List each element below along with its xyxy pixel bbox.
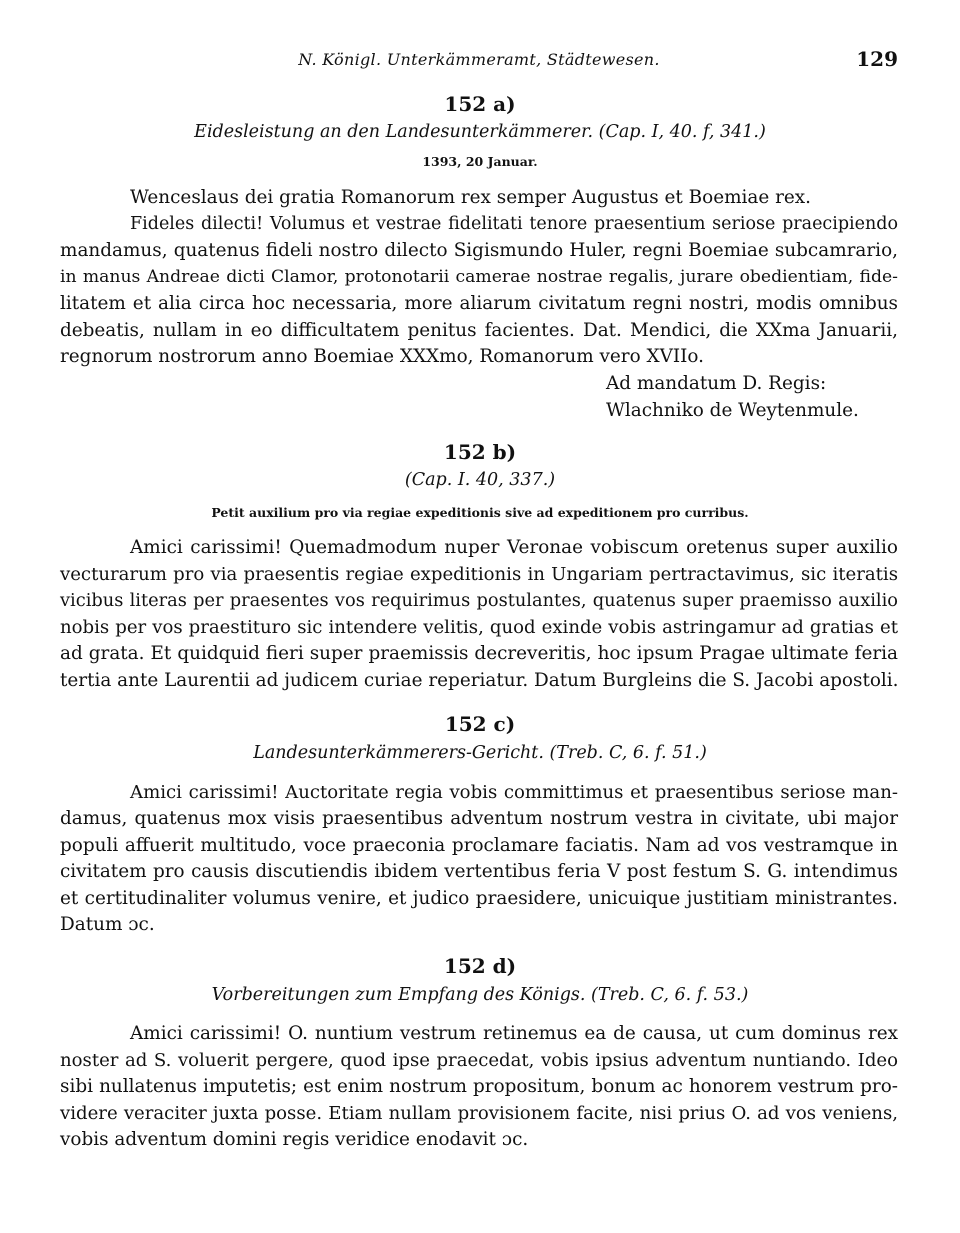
section-subtitle-152c: Landesunterkämmerers-Gericht. (Treb. C, 6. f. 51.) xyxy=(253,743,707,763)
text-line: ad grata. Et quidquid fieri super praemissis decreveritis, hoc ipsum Pragae ultimate feria xyxy=(60,643,898,664)
text-line: debeatis, nullam in eo difficultatem penitus facientes. Dat. Mendici, die XXma Januarii, xyxy=(60,320,898,341)
text-line: noster ad S. voluerit pergere, quod ipse praecedat, vobis ipsius adventum nuntiando. Ideo xyxy=(60,1050,898,1071)
text-line: vecturarum pro via praesentis regiae expeditionis in Ungariam pertractavimus, sic iteratis xyxy=(60,564,898,585)
section-subtitle-152a: Eidesleistung an den Landesunterkämmerer. (Cap. I, 40. f, 341.) xyxy=(194,122,766,142)
text-line: civitatem pro causis discutiendis ibidem vertentibus feria V post festum S. G. intendimus xyxy=(60,861,898,882)
text-line: litatem et alia circa hoc necessaria, more aliarum civitatum regni nostri, modis omnibus xyxy=(60,293,898,314)
section-heading-152a: 152 a) xyxy=(444,92,516,116)
text-line: mandamus, quatenus fideli nostro dilecto Sigismundo Huler, regni Boemiae subcamrario, xyxy=(60,240,898,261)
document-rubric-152b: Petit auxilium pro via regiae expeditionis sive ad expeditionem pro curribus. xyxy=(211,505,749,520)
text-line: Wenceslaus dei gratia Romanorum rex semper Augustus et Boemiae rex. xyxy=(130,187,812,208)
section-heading-152b: 152 b) xyxy=(443,440,517,464)
document-date-152a: 1393, 20 Januar. xyxy=(422,154,538,169)
text-line: Amici carissimi! Quemadmodum nuper Veronae vobiscum oretenus super auxilio xyxy=(130,537,898,558)
text-line: tertia ante Laurentii ad judicem curiae reperiatur. Datum Burgleins die S. Jacobi apostoli. xyxy=(60,670,899,691)
text-line: videre veraciter juxta posse. Etiam nullam provisionem facite, nisi prius O. ad vos veniens, xyxy=(60,1103,898,1124)
running-title: N. Königl. Unterkämmeramt, Städtewesen. xyxy=(298,50,660,69)
page-number: 129 xyxy=(856,47,898,71)
text-line: Amici carissimi! O. nuntium vestrum retinemus ea de causa, ut cum dominus rex xyxy=(130,1023,898,1044)
section-subtitle-152d: Vorbereitungen zum Empfang des Königs. (Treb. C, 6. f. 53.) xyxy=(211,985,749,1005)
text-line: regnorum nostrorum anno Boemiae XXXmo, Romanorum vero XVIIo. xyxy=(60,346,704,367)
text-line: in manus Andreae dicti Clamor, protonotarii camerae nostrae regalis, jurare obedientiam, fide- xyxy=(60,267,898,287)
section-heading-152d: 152 d) xyxy=(443,954,517,978)
text-line: et certitudinaliter volumus venire, et judico praesidere, unicuique justitiam ministrantes. xyxy=(60,888,898,909)
signature-name: Wlachniko de Weytenmule. xyxy=(606,400,859,421)
section-subtitle-152b: (Cap. I. 40, 337.) xyxy=(404,470,556,490)
text-line: vicibus literas per praesentes vos requirimus postulantes, quatenus super praemisso auxilio xyxy=(60,590,898,611)
running-header xyxy=(60,47,898,76)
text-line: vobis adventum domini regis veridice enodavit ɔc. xyxy=(60,1129,529,1150)
text-line: damus, quatenus mox visis praesentibus adventum nostrum vestra in civitate, ubi major xyxy=(60,808,898,829)
text-line: sibi nullatenus imputetis; est enim nostrum propositum, bonum ac honorem vestrum pro- xyxy=(60,1076,898,1097)
text-line: nobis per vos praestituro sic intendere velitis, quod exinde vobis astringamur ad gratias et xyxy=(60,617,898,638)
text-line: Fideles dilecti! Volumus et vestrae fidelitati tenore praesentium seriose praecipiendo xyxy=(130,214,898,234)
section-heading-152c: 152 c) xyxy=(444,712,516,736)
text-line: populi affuerit multitudo, voce praeconia proclamare faciatis. Nam ad vos vestramque in xyxy=(60,835,898,856)
signature-line: Ad mandatum D. Regis: xyxy=(606,373,827,394)
text-line: Amici carissimi! Auctoritate regia vobis committimus et praesentibus seriose man- xyxy=(130,782,898,803)
text-line: Datum ɔc. xyxy=(60,914,155,935)
